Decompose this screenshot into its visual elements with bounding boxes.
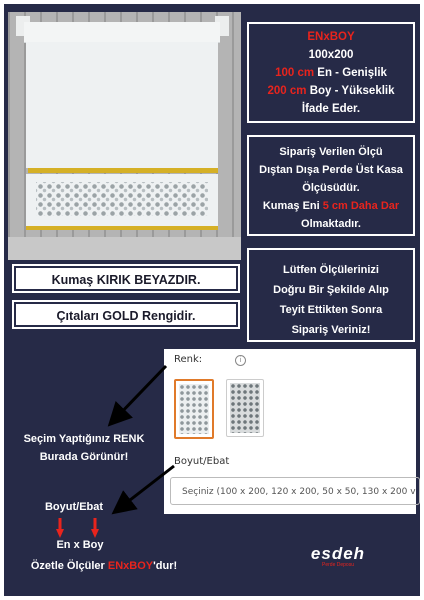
size-label: Boyut/Ebat: [174, 456, 230, 467]
format-footer: İfade Eder.: [301, 103, 361, 115]
measure-line-2: Dıştan Dışa Perde Üst Kasa: [259, 164, 403, 176]
measure-line-5: Olmaktadır.: [301, 218, 361, 230]
height-line: 200 cm Boy - Yükseklik: [267, 85, 395, 97]
notice-line-3: Teyit Ettikten Sonra: [279, 304, 383, 316]
format-example: 100x200: [308, 49, 354, 61]
size-select[interactable]: Seçiniz (100 x 200, 120 x 200, 50 x 50, 130 x 200 v: [170, 477, 420, 505]
format-title: ENxBOY: [307, 31, 355, 43]
color-label: Renk:: [174, 354, 203, 365]
notice-line-4: Sipariş Veriniz!: [291, 324, 371, 336]
info-icon: i: [235, 355, 246, 366]
size-note: Boyut/Ebat: [44, 501, 104, 513]
measure-line-4: Kumaş Eni 5 cm Daha Dar: [262, 200, 400, 212]
arrow-to-color-note: [116, 366, 166, 418]
fabric-color-label: Kumaş KIRIK BEYAZDIR.: [14, 266, 238, 291]
red-arrow-down-icon: [91, 518, 99, 538]
measure-line-3: Ölçüsüdür.: [302, 182, 360, 194]
rail-color-label: Çıtaları GOLD Rengidir.: [14, 302, 238, 327]
width-height-note: En x Boy: [56, 539, 104, 551]
notice-line-1: Lütfen Ölçülerinizi: [283, 264, 379, 276]
width-line: 100 cm En - Genişlik: [275, 67, 387, 79]
measure-line-1: Sipariş Verilen Ölçü: [279, 146, 383, 158]
arrow-to-size-note: [121, 466, 174, 507]
summary-note: Özetle Ölçüler ENxBOY'dur!: [30, 560, 178, 572]
product-info-graphic: [4, 4, 420, 596]
red-arrow-down-icon: [56, 518, 64, 538]
notice-line-2: Doğru Bir Şekilde Alıp: [273, 284, 389, 296]
logo-subtitle: Perde Deposu: [322, 562, 354, 568]
brand-logo: [306, 544, 370, 568]
color-note-line-1: Seçim Yaptığınız RENK: [23, 433, 145, 445]
color-note-line-2: Burada Görünür!: [39, 451, 129, 463]
logo-text: esdeh: [310, 544, 366, 563]
color-note: [14, 430, 154, 466]
